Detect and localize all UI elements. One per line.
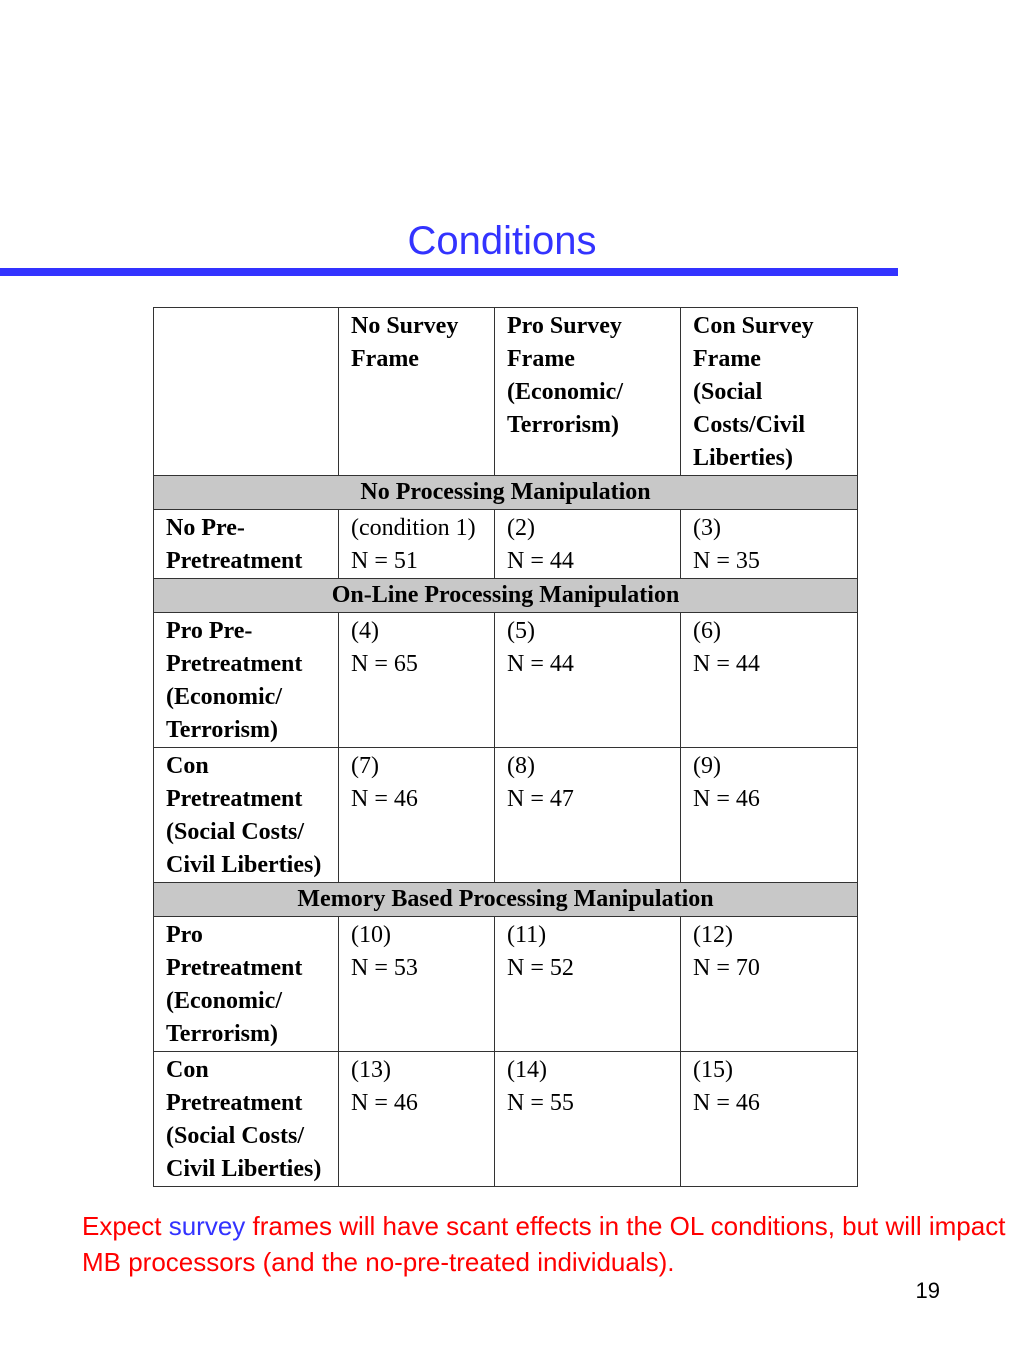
- row-label: [154, 1052, 339, 1187]
- condition-cell-line: (6): [693, 618, 721, 644]
- row-label-line: (Social Costs/: [166, 819, 304, 845]
- condition-cell-line: (13): [351, 1057, 391, 1083]
- condition-cell-line: N = 46: [351, 786, 418, 812]
- row-label-line: Terrorism): [166, 1021, 278, 1047]
- row-label-line: Civil Liberties): [166, 852, 322, 878]
- section-label: Memory Based Processing Manipulation: [154, 883, 858, 917]
- section-label: No Processing Manipulation: [154, 476, 858, 510]
- row-label-line: Pretreatment: [166, 1090, 303, 1116]
- condition-cell-line: (2): [507, 515, 535, 541]
- condition-cell-line: N = 52: [507, 955, 574, 981]
- column-header-line: Frame: [693, 346, 761, 372]
- note-highlight-word: survey: [168, 1211, 246, 1241]
- header-row: [154, 308, 858, 476]
- condition-cell: [495, 748, 681, 883]
- row-label: [154, 510, 339, 579]
- condition-cell-line: N = 70: [693, 955, 760, 981]
- condition-cell: [681, 613, 858, 748]
- condition-cell-line: (5): [507, 618, 535, 644]
- condition-cell: [339, 917, 495, 1052]
- condition-cell: [495, 917, 681, 1052]
- row-label-line: Pretreatment: [166, 548, 303, 574]
- condition-cell-line: N = 35: [693, 548, 760, 574]
- column-header-line: No Survey: [351, 313, 459, 339]
- column-header-line: Terrorism): [507, 412, 619, 438]
- column-header-line: (Social: [693, 379, 763, 405]
- condition-cell-line: (3): [693, 515, 721, 541]
- condition-cell-line: N = 46: [693, 1090, 760, 1116]
- section-row: [154, 476, 858, 510]
- table-body: [154, 476, 858, 1187]
- table-row: [154, 917, 858, 1052]
- row-label: [154, 613, 339, 748]
- column-header-line: Frame: [351, 346, 419, 372]
- row-label-line: Pro: [166, 922, 203, 948]
- condition-cell: [681, 510, 858, 579]
- condition-cell: [681, 1052, 858, 1187]
- condition-cell-line: N = 51: [351, 548, 418, 574]
- column-header: [681, 308, 858, 476]
- conditions-table: [153, 307, 858, 1187]
- condition-cell-line: N = 53: [351, 955, 418, 981]
- condition-cell-line: (8): [507, 753, 535, 779]
- table-row: [154, 1052, 858, 1187]
- condition-cell-line: N = 44: [507, 548, 574, 574]
- condition-cell-line: N = 55: [507, 1090, 574, 1116]
- condition-cell-line: N = 65: [351, 651, 418, 677]
- note-text-end: frames will have scant effects in the OL conditions, but will impact MB processors (and the no-pre-treated individuals).: [82, 1211, 1006, 1277]
- column-header-line: Liberties): [693, 445, 793, 471]
- section-row: [154, 883, 858, 917]
- column-header-line: (Economic/: [507, 379, 623, 405]
- row-label-line: Pretreatment: [166, 955, 303, 981]
- condition-cell-line: (10): [351, 922, 391, 948]
- table-row: [154, 510, 858, 579]
- condition-cell: [681, 917, 858, 1052]
- table-header: [154, 308, 858, 476]
- condition-cell-line: (14): [507, 1057, 547, 1083]
- condition-cell: [339, 613, 495, 748]
- condition-cell: [495, 510, 681, 579]
- condition-cell-line: N = 44: [507, 651, 574, 677]
- row-label-line: Con: [166, 1057, 209, 1083]
- row-label-line: Civil Liberties): [166, 1156, 322, 1182]
- condition-cell: [681, 748, 858, 883]
- condition-cell: [495, 1052, 681, 1187]
- condition-cell-line: (7): [351, 753, 379, 779]
- condition-cell: [339, 1052, 495, 1187]
- row-label-line: (Economic/: [166, 988, 282, 1014]
- page-number: 19: [915, 1278, 940, 1303]
- condition-cell-line: N = 44: [693, 651, 760, 677]
- column-header-line: Costs/Civil: [693, 412, 806, 438]
- column-header-line: Frame: [507, 346, 575, 372]
- table-row: [154, 748, 858, 883]
- condition-cell-line: (4): [351, 618, 379, 644]
- row-label: [154, 917, 339, 1052]
- row-label-line: Pretreatment: [166, 786, 303, 812]
- column-header-line: Con Survey: [693, 313, 814, 339]
- condition-cell-line: (12): [693, 922, 733, 948]
- row-label-line: (Social Costs/: [166, 1123, 304, 1149]
- note-text-start: Expect: [82, 1211, 169, 1241]
- column-header-line: Pro Survey: [507, 313, 622, 339]
- title-underline: [0, 268, 898, 276]
- table-row: [154, 613, 858, 748]
- slide-title: Conditions: [407, 219, 597, 263]
- section-label: On-Line Processing Manipulation: [154, 579, 858, 613]
- column-header: [339, 308, 495, 476]
- condition-cell: [339, 748, 495, 883]
- condition-cell-line: N = 47: [507, 786, 574, 812]
- row-label-line: Con: [166, 753, 209, 779]
- row-label-line: Pro Pre-: [166, 618, 253, 644]
- condition-cell-line: (condition 1): [351, 515, 476, 541]
- row-label-line: Terrorism): [166, 717, 278, 743]
- condition-cell: [339, 510, 495, 579]
- condition-cell: [495, 613, 681, 748]
- section-row: [154, 579, 858, 613]
- header-corner-cell: [154, 308, 339, 476]
- row-label: [154, 748, 339, 883]
- condition-cell-line: N = 46: [351, 1090, 418, 1116]
- condition-cell-line: (15): [693, 1057, 733, 1083]
- condition-cell-line: (9): [693, 753, 721, 779]
- column-header: [495, 308, 681, 476]
- condition-cell-line: N = 46: [693, 786, 760, 812]
- row-label-line: (Economic/: [166, 684, 282, 710]
- slide-note: [82, 1208, 1012, 1280]
- row-label-line: No Pre-: [166, 515, 245, 541]
- condition-cell-line: (11): [507, 922, 547, 948]
- row-label-line: Pretreatment: [166, 651, 303, 677]
